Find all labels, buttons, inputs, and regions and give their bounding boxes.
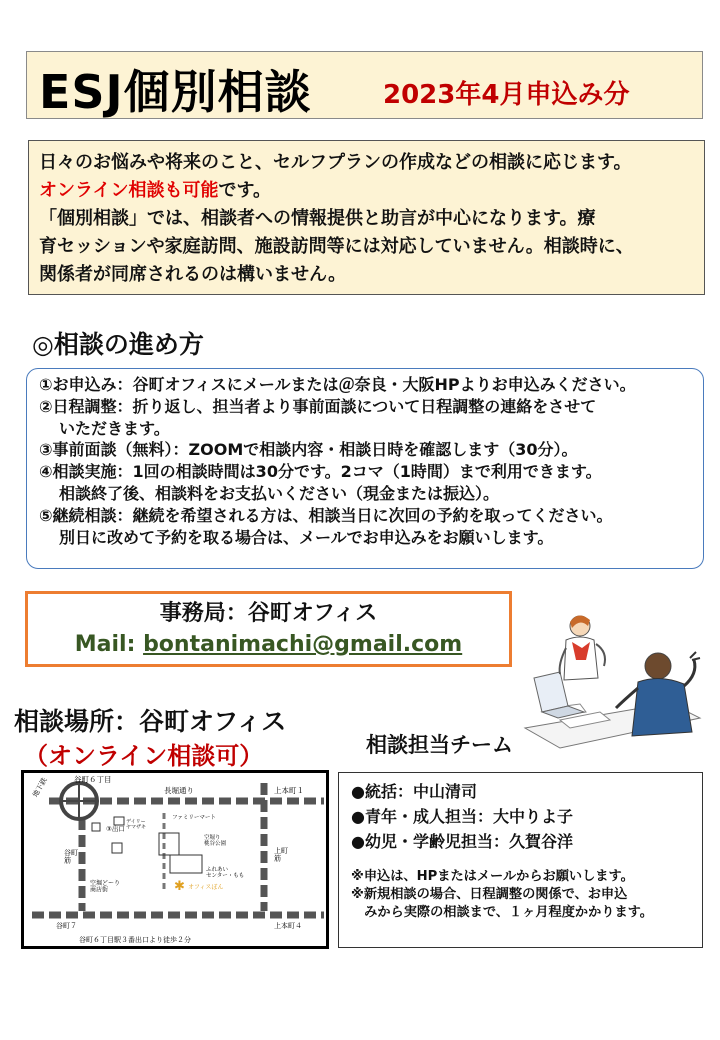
map-label: 空堀どーり商店街 — [90, 880, 121, 894]
online-consultation-note: オンライン相談も可能 — [39, 180, 219, 201]
step-line: 別日に改めて予約を取る場合は、メールでお申込みをお願いします。 — [59, 527, 554, 547]
consultation-illustration — [520, 608, 705, 758]
map-label: 空堀り桃谷公園 — [204, 835, 227, 848]
intro-line: 日々のお悩みや将来のこと、セルフプランの作成などの相談に応じます。 — [39, 152, 632, 173]
note-line: ※新規相談の場合、日程調整の関係で、お申込 — [351, 887, 628, 902]
office-marker-icon: ✱ — [174, 879, 185, 894]
note-line: みから実際の相談まで、１ヶ月程度かかります。 — [351, 905, 653, 920]
intro-online-suffix: です。 — [218, 180, 272, 201]
map-drawing — [24, 773, 326, 946]
map-label: 上本町１ — [274, 786, 304, 795]
map-label: 谷町６丁目駅３番出口より徒歩２分 — [79, 936, 191, 944]
intro-panel — [28, 140, 705, 295]
map-label: 上本町４ — [274, 922, 302, 930]
staff-member: ●統括：中山清司 — [351, 782, 477, 801]
office-contact-box — [25, 591, 512, 667]
page-title: ESJ個別相談 — [39, 65, 312, 119]
title-banner — [26, 51, 703, 119]
step-line: ③事前面談（無料）：ZOOMで相談内容・相談日時を確認します（30分）。 — [39, 440, 578, 460]
step-line: ①お申込み：谷町オフィスにメールまたは＠奈良・大阪HPよりお申込みください。 — [39, 375, 636, 394]
step-line: ⑤継続相談：継続を希望される方は、相談当日に次回の予約を取ってください。 — [39, 505, 613, 525]
note-line: ※申込は、HPまたはメールからお願いします。 — [351, 869, 634, 884]
office-title: 事務局：谷町オフィス — [159, 601, 378, 626]
steps-panel — [26, 368, 704, 569]
intro-online-line — [39, 177, 698, 205]
step-line: いただきます。 — [59, 418, 170, 438]
staff-panel — [338, 772, 703, 948]
place-heading: 相談場所：谷町オフィス — [14, 707, 287, 736]
map-label: 上町筋 — [274, 847, 288, 863]
step-line: ④相談実施：1回の相談時間は30分です。2コマ（1時間）まで利用できます。 — [39, 462, 602, 482]
application-period: 2023年4月申込み分 — [383, 80, 630, 110]
place-online-note: （オンライン相談可） — [24, 742, 264, 770]
mail-label: Mail: — [74, 632, 144, 657]
map-label: 谷町６丁目 — [74, 775, 112, 784]
intro-line: 「個別相談」では、相談者への情報提供と助言が中心になります。療 — [39, 208, 596, 229]
map-label: オフィスぼん — [188, 884, 224, 891]
intro-line: 育セッションや家庭訪問、施設訪問等には対応していません。相談時に、 — [39, 236, 634, 257]
step-line: 相談終了後、相談料をお支払いください（現金または振込）。 — [59, 483, 500, 503]
staff-member: ●青年・成人担当：大中りよ子 — [351, 807, 573, 826]
mail-link[interactable]: bontanimachi@gmail.com — [143, 632, 463, 657]
staff-notes — [351, 868, 702, 922]
office-mail-line — [28, 629, 509, 661]
map-label: 谷町７ — [56, 922, 77, 930]
step-line: ②日程調整：折り返し、担当者より事前面談について日程調整の連絡をさせて — [39, 396, 597, 416]
map-label: 谷町筋 — [64, 849, 78, 865]
map-label: ファミリーマート — [172, 815, 216, 821]
access-map — [21, 770, 329, 949]
intro-line: 関係者が同席されるのは構いません。 — [39, 264, 347, 285]
map-label: デイリーヤマザキ — [126, 819, 147, 831]
staff-heading: 相談担当チーム — [366, 733, 513, 757]
map-label: 地下鉄 — [31, 776, 49, 799]
map-label: 長堀通り — [164, 786, 194, 795]
map-label: ふれあいセンター・もも — [206, 867, 245, 880]
map-label: ③出口 — [106, 825, 125, 833]
steps-heading: ◎相談の進め方 — [32, 330, 204, 359]
staff-member: ●幼児・学齢児担当：久賀谷洋 — [351, 832, 573, 851]
